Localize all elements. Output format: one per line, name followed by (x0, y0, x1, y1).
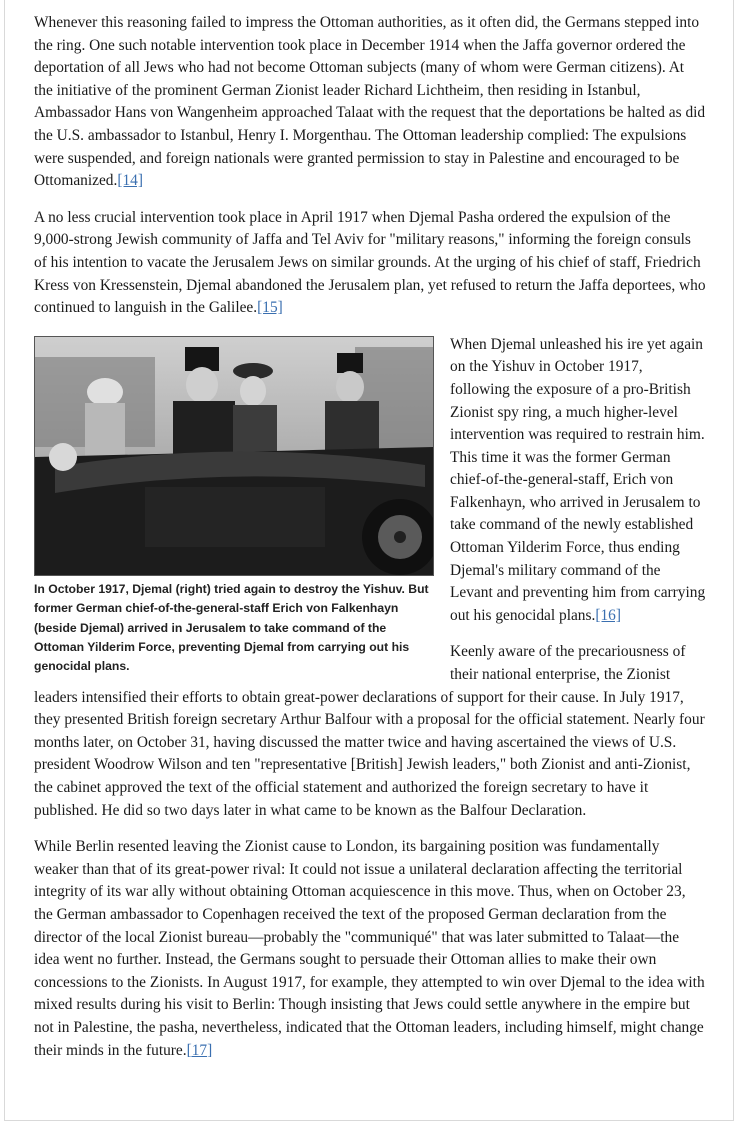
paragraph-2: A no less crucial intervention took place in April 1917 when Djemal Pasha ordered the expulsion of the 9,000-strong Jewish community of Jaffa and Tel Aviv for "military reasons," informing the foreign consuls of his intention to vacate the Jerusalem Jews on similar grounds. At the urging of his chief of staff, Friedrich Kress von Kressenstein, Djemal abandoned the Jerusalem plan, yet refused to return the Jaffa deportees, who continued to languish in the Galilee.[15] (34, 208, 706, 317)
photo-caption: In October 1917, Djemal (right) tried again to destroy the Yishuv. But former German chief-of-the-general-staff Erich von Falkenhayn (beside Djemal) arrived in Jerusalem to take command of the Ottoman Yilderim Force, preventing Djemal from carrying out his genocidal plans. (34, 581, 429, 674)
paragraph-4: Keenly aware of the precariousness of their national enterprise, the Zionist leaders intensified their efforts to obtain great-power declarations of support for their cause. In July 1917, they presented British foreign secretary Arthur Balfour with a proposal for the official statement. Nearly four months later, on October 31, having discussed the matter twice and having ascertained the views of U.S. president Woodrow Wilson and ten "representative [British] Jewish leaders," both Zionist and anti-Zionist, the cabinet approved the text of the official statement and authorized the foreign secretary to have it published. He did so two days later in what came to be known as the Balfour Declaration. (34, 643, 705, 819)
photo-illustration (35, 337, 433, 575)
photo-figure (34, 336, 434, 677)
paragraph-3: When Djemal unleashed his ire yet again on the Yishuv in October 1917, following the exposure of a pro-British Zionist spy ring, a much higher-level intervention was required to restrain him. This time it was the former German chief-of-the-general-staff, Erich von Falkenhayn, who arrived in Jerusalem to take command of the newly established Ottoman Yilderim Force, thus ending Djemal's military command of the Levant and preventing him from carrying out his genocidal plans.[16] (450, 335, 706, 624)
footnote-link-16[interactable]: [16] (595, 606, 621, 624)
footnote-link-17[interactable]: [17] (186, 1041, 213, 1059)
paragraph-5: While Berlin resented leaving the Zionist cause to London, its bargaining position was fundamentally weaker than that of its great-power rival: It could not issue a unilateral declaration affecting the territorial integrity of its war ally without obtaining Ottoman acquiescence in this move. Thus, when on October 23, the German ambassador to Copenhagen received the text of the proposed German declaration from the director of the local Zionist bureau—probably the "communiqué" that was later submitted to Talaat—the idea went no further. Instead, the Germans sought to persuade their Ottoman allies to make their own concessions to the Zionists. In August 1917, for example, they attempted to win over Djemal to the idea with mixed results during his visit to Berlin: Though insisting that Jews could settle anywhere in the empire but not in Palestine, the pasha, nevertheless, indicated that the Ottoman leaders, including himself, might change their minds in the future.[17] (34, 838, 705, 1059)
article-body (34, 12, 706, 1076)
paragraph-1: Whenever this reasoning failed to impress the Ottoman authorities, as it often did, the Germans stepped into the ring. One such notable intervention took place in December 1914 when the Jaffa governor ordered the deportation of all Jews who had not become Ottoman subjects (many of whom were German citizens). At the initiative of the prominent German Zionist leader Richard Lichtheim, then residing in Istanbul, Ambassador Hans von Wangenheim approached Talaat with the request that the deportations be halted as did the U.S. ambassador to Istanbul, Henry I. Morgenthau. The Ottoman leadership complied: The expulsions were suspended, and foreign nationals were granted permission to stay in Palestine and encouraged to be Ottomanized.[14] (34, 14, 706, 190)
footnote-link-14[interactable]: [14] (117, 172, 143, 190)
historical-photo (34, 336, 434, 576)
footnote-link-15[interactable]: [15] (257, 299, 283, 317)
